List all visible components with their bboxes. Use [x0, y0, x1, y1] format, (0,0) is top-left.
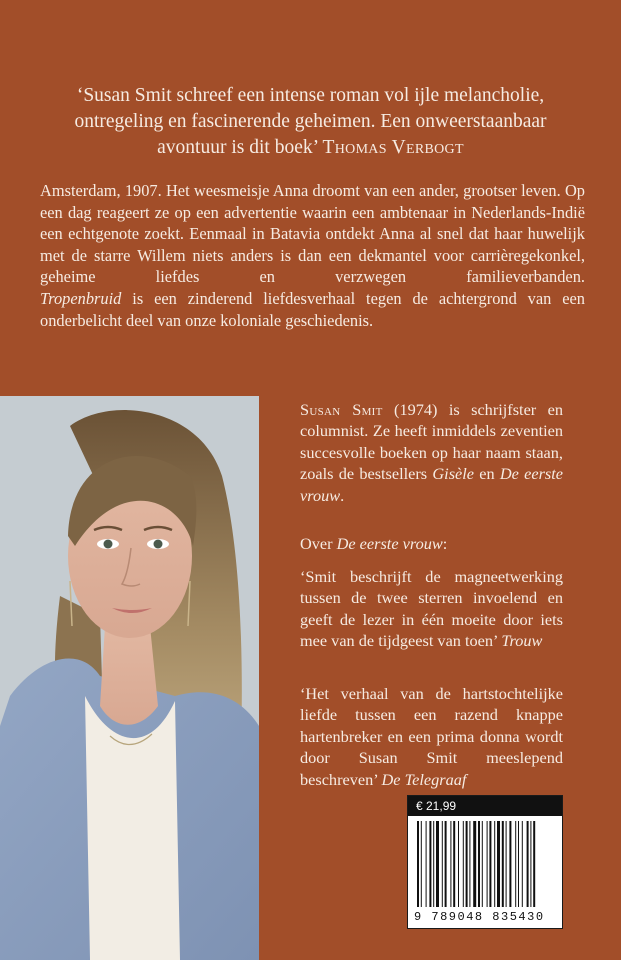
barcode-bar	[497, 821, 500, 907]
author-photo-illustration	[0, 396, 259, 960]
barcode-bar	[469, 821, 470, 907]
barcode-bar	[506, 821, 507, 907]
barcode-bar	[436, 821, 439, 907]
bio-book-2: De eerste vrouw	[300, 464, 563, 505]
barcode	[417, 821, 553, 909]
barcode-bar	[530, 821, 531, 907]
price-label: € 21,99	[408, 796, 562, 816]
reviews-heading-prefix: Over	[300, 534, 337, 553]
reviews-heading-suffix: :	[442, 534, 448, 553]
barcode-bar	[515, 821, 516, 907]
barcode-bar	[533, 821, 535, 907]
barcode-bar	[502, 821, 504, 907]
bio-paragraph	[300, 399, 563, 506]
barcode-bar	[482, 821, 483, 907]
isbn-number: 9 789048 835430	[414, 910, 545, 924]
quote-source: Thomas Verbogt	[322, 137, 464, 158]
quote-line-1: ‘Susan Smit schreef een intense roman vol ijle melancholie,	[76, 85, 545, 106]
synopsis	[40, 180, 585, 331]
barcode-bar	[445, 821, 447, 907]
barcode-bar	[463, 821, 464, 907]
synopsis-paragraph: Amsterdam, 1907. Het weesmeisje Anna droomt van een ander, grootser leven. Op een dag reageert ze op een advertentie waarin een ambtenaar in Nederlands-Indië een echtgenote zoekt. Eenmaal in Batavia ontdekt Anna al snel dat haar huwelijk met de starre Willem niets anders is dan een dekmantel voor carrièregekonkel, geheime liefdes en verzwegen familieverbanden.	[40, 181, 585, 287]
barcode-bar	[442, 821, 443, 907]
barcode-bar	[489, 821, 491, 907]
barcode-bar	[494, 821, 495, 907]
barcode-bar	[450, 821, 451, 907]
barcode-bar	[421, 821, 422, 907]
barcode-bar	[426, 821, 427, 907]
quote-line-2: ontregeling en fascinerende geheimen. Een onweerstaanbaar	[74, 111, 547, 132]
bio-end: .	[340, 485, 345, 505]
synopsis-paragraph-2	[40, 288, 585, 331]
reviews-heading-book: De eerste vrouw	[336, 534, 443, 553]
review-1-source: Trouw	[501, 631, 543, 651]
review-2-source: De Telegraaf	[381, 769, 467, 789]
author-bio	[300, 399, 563, 506]
review-2-text: ‘Het verhaal van de hartstochtelijke liefde tussen een razend knappe hartenbreker en een prima donna wordt door Susan Smit meeslepend beschreven’	[300, 684, 563, 789]
barcode-label	[407, 795, 563, 929]
quote-line-3	[40, 135, 581, 161]
barcode-bar	[458, 821, 459, 907]
review-2	[300, 683, 563, 790]
bio-text: is schrijfster en columnist. Ze heeft inmiddels zeventien succesvolle boeken op haar naam staan, zoals de bestsellers	[300, 400, 563, 484]
review-1	[300, 566, 563, 652]
reviews-heading	[300, 534, 447, 554]
synopsis-paragraph-2-text: is een zinderend liefdesverhaal tegen de achtergrond van een onderbelicht deel van onze koloniale geschiedenis.	[40, 288, 585, 330]
barcode-bar	[466, 821, 468, 907]
quote-text: avontuur is dit boek’	[157, 137, 318, 158]
review-1-text: ‘Smit beschrijft de magneetwerking tussen de twee sterren invoelend en geeft de lezer in één moeite door iets mee van de tijdgeest van toen’	[300, 567, 563, 651]
barcode-bar	[433, 821, 434, 907]
author-years: (1974)	[394, 400, 438, 419]
review-1-paragraph	[300, 566, 563, 652]
barcode-bar	[417, 821, 419, 907]
blurb-quote	[40, 83, 581, 161]
bio-connector: en	[474, 464, 500, 484]
barcode-bar	[473, 821, 476, 907]
author-photo	[0, 396, 259, 960]
barcode-bar	[509, 821, 511, 907]
barcode-bar	[453, 821, 455, 907]
book-title: Tropenbruid	[40, 288, 122, 308]
author-name: Susan Smit	[300, 400, 383, 419]
barcode-bar	[487, 821, 488, 907]
barcode-bar	[429, 821, 431, 907]
barcode-bar	[518, 821, 519, 907]
barcode-bar	[478, 821, 480, 907]
bio-book-1: Gisèle	[432, 464, 474, 484]
review-2-paragraph	[300, 683, 563, 790]
barcode-bar	[522, 821, 523, 907]
barcode-bar	[527, 821, 529, 907]
